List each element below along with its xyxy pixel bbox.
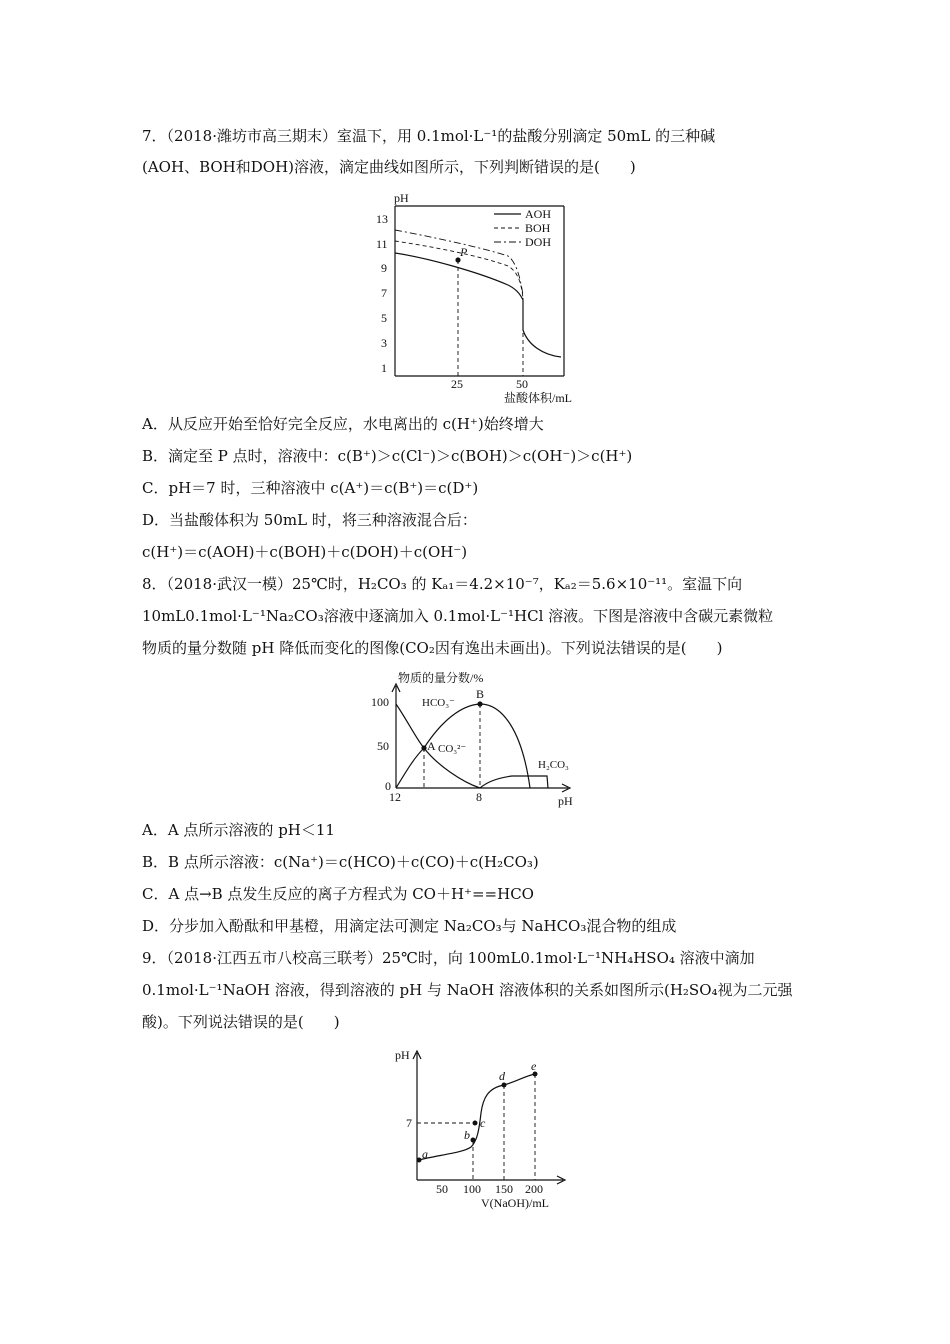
q7-legend-doh: DOH [525,235,551,249]
q8-ytick-100: 100 [371,695,389,709]
q8-stem-line1: 8．（2018·武汉一模）25℃时，H₂CO₃ 的 Kₐ₁＝4.2×10⁻⁷，Kₐ₂＝5.6×10⁻¹¹。室温下向 [142,575,743,593]
q7-option-a: A．从反应开始至恰好完全反应，水电离出的 c(H⁺)始终增大 [142,415,544,433]
q7-ytick-9: 9 [381,261,387,275]
q7-x-label: 盐酸体积/mL [504,391,572,405]
q8-point-a-label: A [427,739,436,753]
q7-legend-aoh: AOH [525,207,551,221]
q8-option-c: C．A 点→B 点发生反应的离子方程式为 CO＋H⁺==HCO [142,885,534,903]
q8-xtick-12: 12 [389,790,401,804]
q7-legend-boh: BOH [525,221,551,235]
q7-option-d-equation: c(H⁺)＝c(AOH)＋c(BOH)＋c(DOH)＋c(OH⁻) [142,543,468,561]
q7-ytick-11: 11 [376,237,388,251]
q9-stem-line3: 酸)。下列说法错误的是( ) [142,1013,340,1031]
q7-ytick-13: 13 [376,212,388,226]
q7-curve-doh [395,230,523,295]
q7-option-c: C．pH＝7 时，三种溶液中 c(A⁺)＝c(B⁺)＝c(D⁺) [142,479,479,497]
q7-ytick-7: 7 [381,286,387,300]
q9-y-label: pH [395,1048,410,1062]
q8-fraction-chart [362,670,587,810]
q8-point-b [477,701,482,706]
q7-ytick-1: 1 [381,361,387,375]
q8-label-h2co3: H₂CO₃ [538,759,569,771]
q8-curve-h2co3 [480,776,548,788]
q9-xtick-200: 200 [525,1182,543,1196]
q9-point-b [471,1138,476,1143]
q8-option-a: A．A 点所示溶液的 pH＜11 [142,821,335,839]
q8-x-label: pH [558,794,573,808]
q8-stem-line2: 10mL0.1mol·L⁻¹Na₂CO₃溶液中逐滴加入 0.1mol·L⁻¹HCl 溶液。下图是溶液中含碳元素微粒 [142,607,774,625]
q7-curve-boh [395,241,523,298]
q9-label-e: e [531,1059,537,1073]
q7-ytick-3: 3 [381,336,387,350]
q9-point-d [502,1083,507,1088]
q9-label-d: d [499,1069,505,1083]
q8-label-hco3: HCO₃⁻ [422,697,455,709]
q9-stem-line2: 0.1mol·L⁻¹NaOH 溶液，得到溶液的 pH 与 NaOH 溶液体积的关系如图所示(H₂SO₄视为二元强 [142,981,793,999]
q7-ytick-5: 5 [381,311,387,325]
q9-point-a [417,1158,422,1163]
q7-option-d: D．当盐酸体积为 50mL 时，将三种溶液混合后： [142,511,477,529]
q7-xtick-25: 25 [451,377,463,391]
q8-option-b: B．B 点所示溶液：c(Na⁺)＝c(HCO)＋c(CO)＋c(H₂CO₃) [142,853,539,871]
q9-label-a: a [422,1147,428,1161]
q8-stem-line3: 物质的量分数随 pH 降低而变化的图像(CO₂因有逸出未画出)。下列说法错误的是( ) [142,639,723,657]
q9-xtick-150: 150 [495,1182,513,1196]
q8-point-b-label: B [476,687,485,701]
q7-xtick-50: 50 [516,377,528,391]
q7-y-label: pH [394,191,409,205]
q9-xtick-50: 50 [436,1182,448,1196]
q7-point-p-label: P [460,245,468,259]
q9-xtick-100: 100 [463,1182,481,1196]
q9-label-b: b [464,1128,470,1142]
q8-label-co3: CO₃²⁻ [438,743,467,755]
q9-point-c [473,1121,478,1126]
q8-y-label: 物质的量分数/% [398,671,484,685]
q7-option-b: B．滴定至 P 点时，溶液中：c(B⁺)＞c(Cl⁻)＞c(BOH)＞c(OH⁻)＞c(H⁺) [142,447,633,465]
q7-titration-chart [368,190,578,405]
q7-stem-line1: 7．（2018·潍坊市高三期末）室温下，用 0.1mol·L⁻¹的盐酸分别滴定 50mL 的三种碱 [142,127,716,145]
q7-curve-aoh [395,253,561,357]
q9-ytick-7: 7 [406,1116,412,1130]
q9-label-c: c [480,1116,486,1130]
q8-option-d: D．分步加入酚酞和甲基橙，用滴定法可测定 Na₂CO₃与 NaHCO₃混合物的组成 [142,917,677,935]
q9-curve [419,1074,535,1160]
q7-stem-line2: (AOH、BOH和DOH)溶液，滴定曲线如图所示，下列判断错误的是( ) [142,158,636,176]
q9-ph-chart [393,1043,593,1211]
q8-ytick-0: 0 [385,779,391,793]
q8-point-a [421,745,426,750]
q9-x-label: V(NaOH)/mL [481,1196,549,1210]
q8-ytick-50: 50 [377,739,389,753]
q8-xtick-8: 8 [476,790,482,804]
q9-stem-line1: 9．（2018·江西五市八校高三联考）25℃时，向 100mL0.1mol·L⁻¹NH₄HSO₄ 溶液中滴加 [142,949,755,967]
